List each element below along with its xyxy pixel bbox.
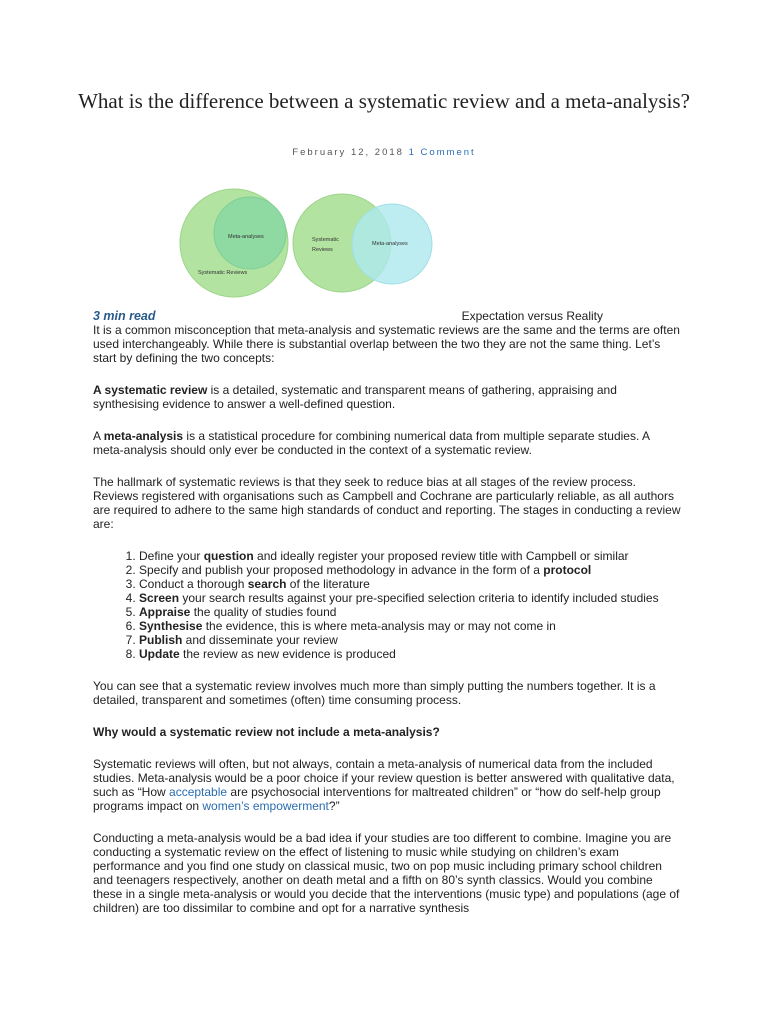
music-example-paragraph: Conducting a meta-analysis would be a bad idea if your studies are too different to combine. Imagine you are conducting a systematic review on the effect of listening to music while studying on children’s exam performance and you find one study on classical music, two on pop music including primary school children and teenagers respectively, another on death metal and a fifth on 80’s synth classics. Would you combine these in a single meta-analysis or would you decide that the interventions (music type) and populations (age of children) are too dissimilar to combine and opt for a narrative synthesis — [93, 831, 680, 915]
figure-caption: Expectation versus Reality — [461, 309, 603, 323]
review-stages-list — [93, 549, 683, 661]
definition-term: A systematic review — [93, 383, 208, 397]
stage-item: 8. Update the review as new evidence is produced — [139, 647, 683, 661]
post-date: February 12, 2018 — [292, 147, 404, 158]
article-meta — [0, 147, 768, 158]
venn-right-sr-label-2: Reviews — [312, 247, 333, 253]
article-title: What is the difference between a systematic review and a meta-analysis? — [78, 89, 690, 113]
intro-paragraph: It is a common misconception that meta-analysis and systematic reviews are the same and the terms are often used interchangeably. While there is substantial overlap between the two they are not the same thing. Let’s start by defining the two concepts: — [93, 323, 680, 365]
acceptable-link[interactable]: acceptable — [169, 785, 228, 799]
definition-term: meta-analysis — [103, 429, 184, 443]
venn-right-ma-label: Meta-analyses — [372, 241, 408, 247]
stage-item: 3. Conduct a thorough search of the literature — [139, 577, 683, 591]
comments-link[interactable]: 1 Comment — [408, 147, 476, 158]
systematic-review-definition — [93, 383, 683, 411]
stage-item: 2. Specify and publish your proposed methodology in advance in the form of a protocol — [139, 563, 683, 577]
stage-item: 4. Screen your search results against your pre-specified selection criteria to identify included studies — [139, 591, 683, 605]
meta-analysis-definition — [93, 429, 683, 457]
meta-analyses-inner-circle — [214, 197, 286, 269]
womens-empowerment-link[interactable]: women’s empowerment — [202, 799, 329, 813]
definition-text: is a detailed, systematic and transparent means of gathering, appraising and synthesising evidence to answer a well-defined question. — [93, 383, 617, 411]
hallmark-paragraph: The hallmark of systematic reviews is that they seek to reduce bias at all stages of the review process. Reviews registered with organisations such as Campbell and Cochrane are particularly reliable, as all authors are required to adhere to the same high standards of conduct and reporting. The stages in conducting a review are: — [93, 475, 681, 531]
definition-prefix: A — [93, 429, 104, 443]
section-heading: Why would a systematic review not include a meta-analysis? — [93, 725, 440, 739]
venn-diagram-figure — [176, 188, 436, 298]
venn-outer-label: Systematic Reviews — [198, 270, 248, 276]
read-time: 3 min read — [93, 309, 156, 323]
venn-inner-label: Meta-analyses — [228, 234, 264, 240]
stage-item: 7. Publish and disseminate your review — [139, 633, 683, 647]
stage-item: 1. Define your question and ideally register your proposed review title with Campbell or similar — [139, 549, 683, 563]
venn-right-sr-label-1: Systematic — [312, 237, 339, 243]
qualitative-paragraph: Systematic reviews will often, but not always, contain a meta-analysis of numerical data from the included studies. Meta-analysis would be a poor choice if your review question is better answered with qualitative data, such as “How acceptable are psychosocial interventions for maltreated children” or “how do self-help group programs impact on women’s empowerment?” — [93, 757, 675, 813]
article-body — [93, 309, 683, 915]
stage-item: 6. Synthesise the evidence, this is where meta-analysis may or may not come in — [139, 619, 683, 633]
summary-paragraph: You can see that a systematic review involves much more than simply putting the numbers together. It is a detailed, transparent and sometimes (often) time consuming process. — [93, 679, 656, 707]
read-time-row — [93, 309, 683, 323]
definition-text: is a statistical procedure for combining numerical data from multiple separate studies. A meta-analysis should only ever be conducted in the context of a systematic review. — [93, 429, 650, 457]
stage-item: 5. Appraise the quality of studies found — [139, 605, 683, 619]
